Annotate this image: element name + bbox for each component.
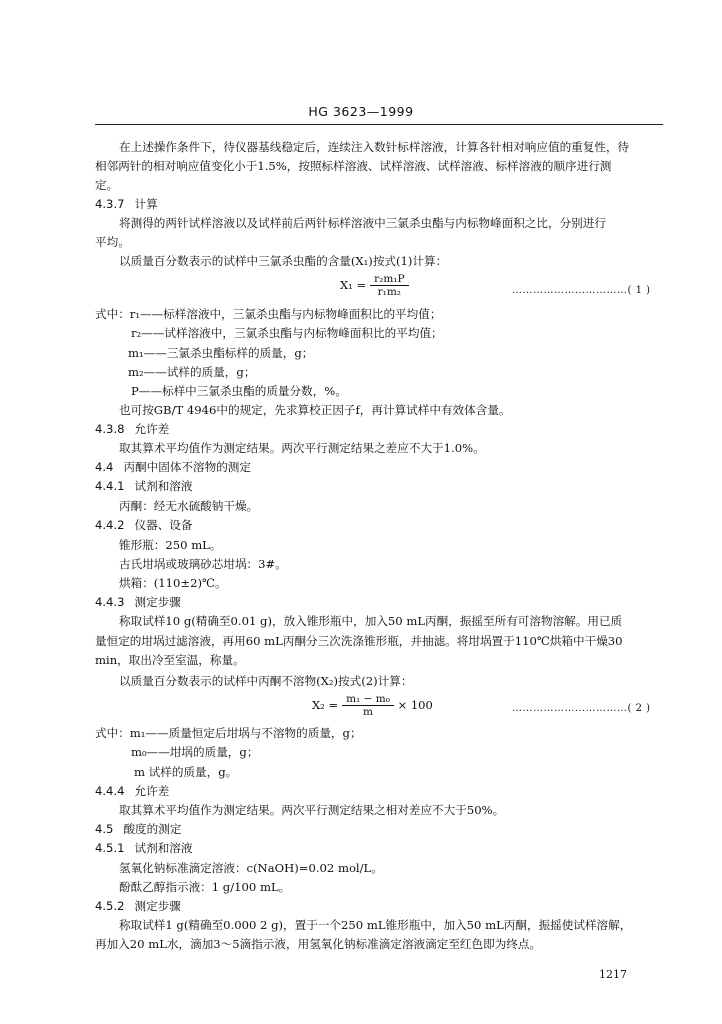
body-line: 古氏坩埚或玻璃砂芯坩埚：3#。 <box>119 557 287 571</box>
variable-definition: m₁——三氯杀虫酯标样的质量，g； <box>128 346 314 360</box>
section-heading: 4.3.7 计算 <box>95 197 158 211</box>
variable-definition: m₂——试样的质量，g； <box>128 365 256 379</box>
body-line: 平均。 <box>95 235 130 249</box>
section-heading: 4.4.2 仪器、设备 <box>95 518 193 532</box>
body-line: 取其算术平均值作为测定结果。两次平行测定结果之相对差应不大于50%。 <box>119 803 505 817</box>
body-line: min，取出冷至室温，称量。 <box>95 653 245 667</box>
equation-1 <box>340 273 409 299</box>
section-heading: 4.4.3 测定步骤 <box>95 595 181 609</box>
body-line: 取其算术平均值作为测定结果。两次平行测定结果之差应不大于1.0%。 <box>119 441 485 455</box>
equation-number: ( 1 ) <box>627 285 651 296</box>
header-rule <box>95 124 663 125</box>
variable-definition: 式中：r₁——标样溶液中，三氯杀虫酯与内标物峰面积比的平均值； <box>95 307 442 321</box>
body-line: 氢氧化钠标准滴定溶液：c(NaOH)=0.02 mol/L。 <box>119 861 383 875</box>
equation-number: ( 2 ) <box>627 703 651 714</box>
body-line: 定。 <box>95 178 119 192</box>
section-heading: 4.5.1 试剂和溶液 <box>95 841 193 855</box>
body-line: 也可按GB/T 4946中的规定，先求算校正因子f，再计算试样中有效体含量。 <box>119 403 511 417</box>
body-line: 称取试样1 g(精确至0.000 2 g)，置于一个250 mL锥形瓶中，加入50 mL丙酮，振摇使试样溶解， <box>119 918 632 932</box>
page-number: 1217 <box>599 968 627 981</box>
body-line: 相邻两针的相对响应值变化小于1.5%，按照标样溶液、试样溶液、试样溶液、标样溶液的顺序进行测 <box>95 159 612 173</box>
variable-definition: 式中：m₁——质量恒定后坩埚与不溶物的质量，g； <box>95 726 362 740</box>
section-heading: 4.4 丙酮中固体不溶物的测定 <box>95 460 251 474</box>
equation-leader: ……………………………( 1 ) <box>512 285 651 296</box>
variable-definition: m 试样的质量，g。 <box>134 765 238 779</box>
running-header: HG 3623—1999 <box>308 104 414 119</box>
variable-definition: r₂——试样溶液中，三氯杀虫酯与内标物峰面积比的平均值； <box>131 326 443 340</box>
section-heading: 4.3.8 允许差 <box>95 422 170 436</box>
section-heading: 4.5.2 测定步骤 <box>95 899 181 913</box>
body-line: 称取试样10 g(精确至0.01 g)，放入锥形瓶中，加入50 mL丙酮，振摇至所有可溶物溶解。用已质 <box>119 614 623 628</box>
equation-leader: ……………………………( 2 ) <box>512 703 651 714</box>
body-line: 将测得的两针试样溶液以及试样前后两针标样溶液中三氯杀虫酯与内标物峰面积之比，分别进行 <box>119 216 606 230</box>
equation-numerator: r₂m₁P <box>370 273 408 286</box>
body-line: 酚酞乙醇指示液：1 g/100 mL。 <box>119 880 291 894</box>
section-heading: 4.5 酸度的测定 <box>95 822 182 836</box>
body-line: 以质量百分数表示的试样中丙酮不溶物(X₂)按式(2)计算： <box>119 674 413 688</box>
body-line: 丙酮：经无水硫酸钠干燥。 <box>119 499 259 513</box>
equation-denominator: m <box>363 706 373 719</box>
equation-denominator: r₁m₂ <box>377 286 402 299</box>
equation-multiplier: × 100 <box>397 698 433 713</box>
variable-definition: P——标样中三氯杀虫酯的质量分数，%。 <box>131 384 347 398</box>
body-line: 烘箱：(110±2)℃。 <box>119 576 227 590</box>
body-line: 在上述操作条件下，待仪器基线稳定后，连续注入数针标样溶液，计算各针相对响应值的重复性，待 <box>119 140 630 154</box>
equation-2 <box>312 693 433 719</box>
variable-definition: m₀——坩埚的质量，g； <box>131 745 259 759</box>
body-line: 以质量百分数表示的试样中三氯杀虫酯的含量(X₁)按式(1)计算： <box>119 254 448 268</box>
section-heading: 4.4.1 试剂和溶液 <box>95 479 193 493</box>
body-line: 量恒定的坩埚过滤溶液，再用60 mL丙酮分三次洗涤锥形瓶，并抽滤。将坩埚置于110℃烘箱中干燥30 <box>95 634 623 648</box>
section-heading: 4.4.4 允许差 <box>95 784 170 798</box>
equation-numerator: m₁ − m₀ <box>342 693 394 706</box>
body-line: 锥形瓶：250 mL。 <box>119 538 222 552</box>
body-line: 再加入20 mL水，滴加3～5滴指示液，用氢氧化钠标准滴定溶液滴定至红色即为终点。 <box>95 937 542 951</box>
equation-lhs: X₂ = <box>312 698 339 713</box>
equation-lhs: X₁ = <box>340 278 367 293</box>
